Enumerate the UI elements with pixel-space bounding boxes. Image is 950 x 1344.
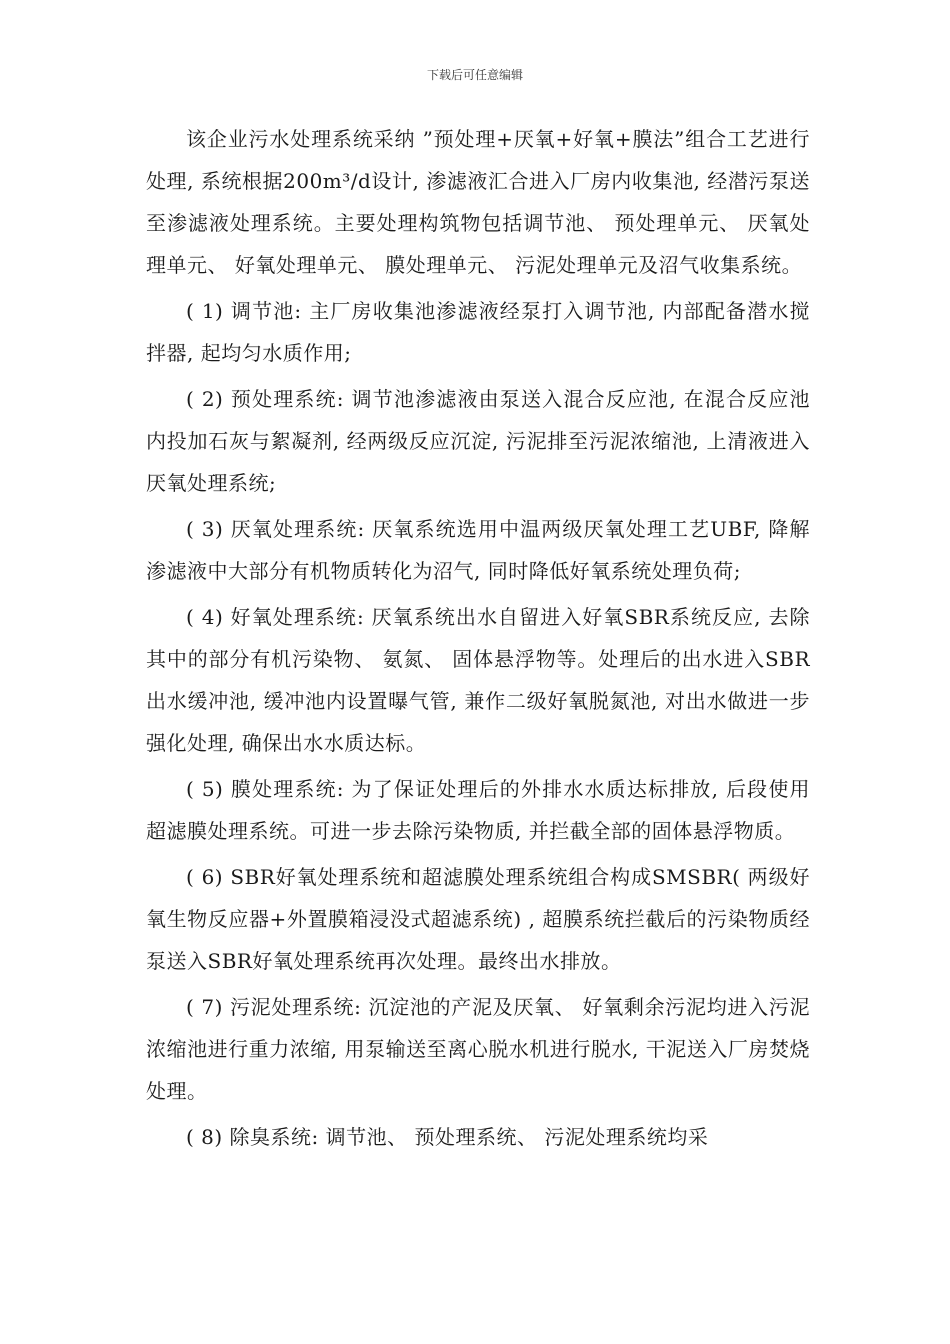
document-body <box>146 118 810 1158</box>
paragraph-item-8: ( 8) 除臭系统: 调节池、 预处理系统、 污泥处理系统均采 <box>186 1125 709 1149</box>
paragraph-item-1: ( 1) 调节池: 主厂房收集池渗滤液经泵打入调节池, 内部配备潜水搅拌器, 起均匀水质作用; <box>146 299 810 365</box>
paragraph-item-5: ( 5) 膜处理系统: 为了保证处理后的外排水水质达标排放, 后段使用超滤膜处理系统。可进一步去除污染物质, 并拦截全部的固体悬浮物质。 <box>146 777 810 843</box>
paragraph-item-2: ( 2) 预处理系统: 调节池渗滤液由泵送入混合反应池, 在混合反应池内投加石灰与絮凝剂, 经两级反应沉淀, 污泥排至污泥浓缩池, 上清液进入厌氧处理系统; <box>146 387 810 495</box>
paragraph-item-4: ( 4) 好氧处理系统: 厌氧系统出水自留进入好氧SBR系统反应, 去除其中的部分有机污染物、 氨氮、 固体悬浮物等。处理后的出水进入SBR出水缓冲池, 缓冲池内设置曝气管, 兼作二级好氧脱氮池, 对出水做进一步强化处理, 确保出水水质达标。 <box>146 605 810 755</box>
paragraph-item-3: ( 3) 厌氧处理系统: 厌氧系统选用中温两级厌氧处理工艺UBF, 降解渗滤液中大部分有机物质转化为沼气, 同时降低好氧系统处理负荷; <box>146 517 810 583</box>
paragraph-intro: 该企业污水处理系统采纳 ”预处理+厌氧+好氧+膜法”组合工艺进行处理, 系统根据200m³/d设计, 渗滤液汇合进入厂房内收集池, 经潜污泵送至渗滤液处理系统。主要处理构筑物包括调节池、 预处理单元、 厌氧处理单元、 好氧处理单元、 膜处理单元、 污泥处理单元及沼气收集系统。 <box>146 127 810 277</box>
paragraph-item-6: ( 6) SBR好氧处理系统和超滤膜处理系统组合构成SMSBR( 两级好氧生物反应器+外置膜箱浸没式超滤系统) , 超膜系统拦截后的污染物质经泵送入SBR好氧处理系统再次处理。最终出水排放。 <box>146 865 810 973</box>
page-header-note: 下载后可任意编辑 <box>426 68 523 82</box>
paragraph-item-7: ( 7) 污泥处理系统: 沉淀池的产泥及厌氧、 好氧剩余污泥均进入污泥浓缩池进行重力浓缩, 用泵输送至离心脱水机进行脱水, 干泥送入厂房焚烧处理。 <box>146 995 810 1103</box>
